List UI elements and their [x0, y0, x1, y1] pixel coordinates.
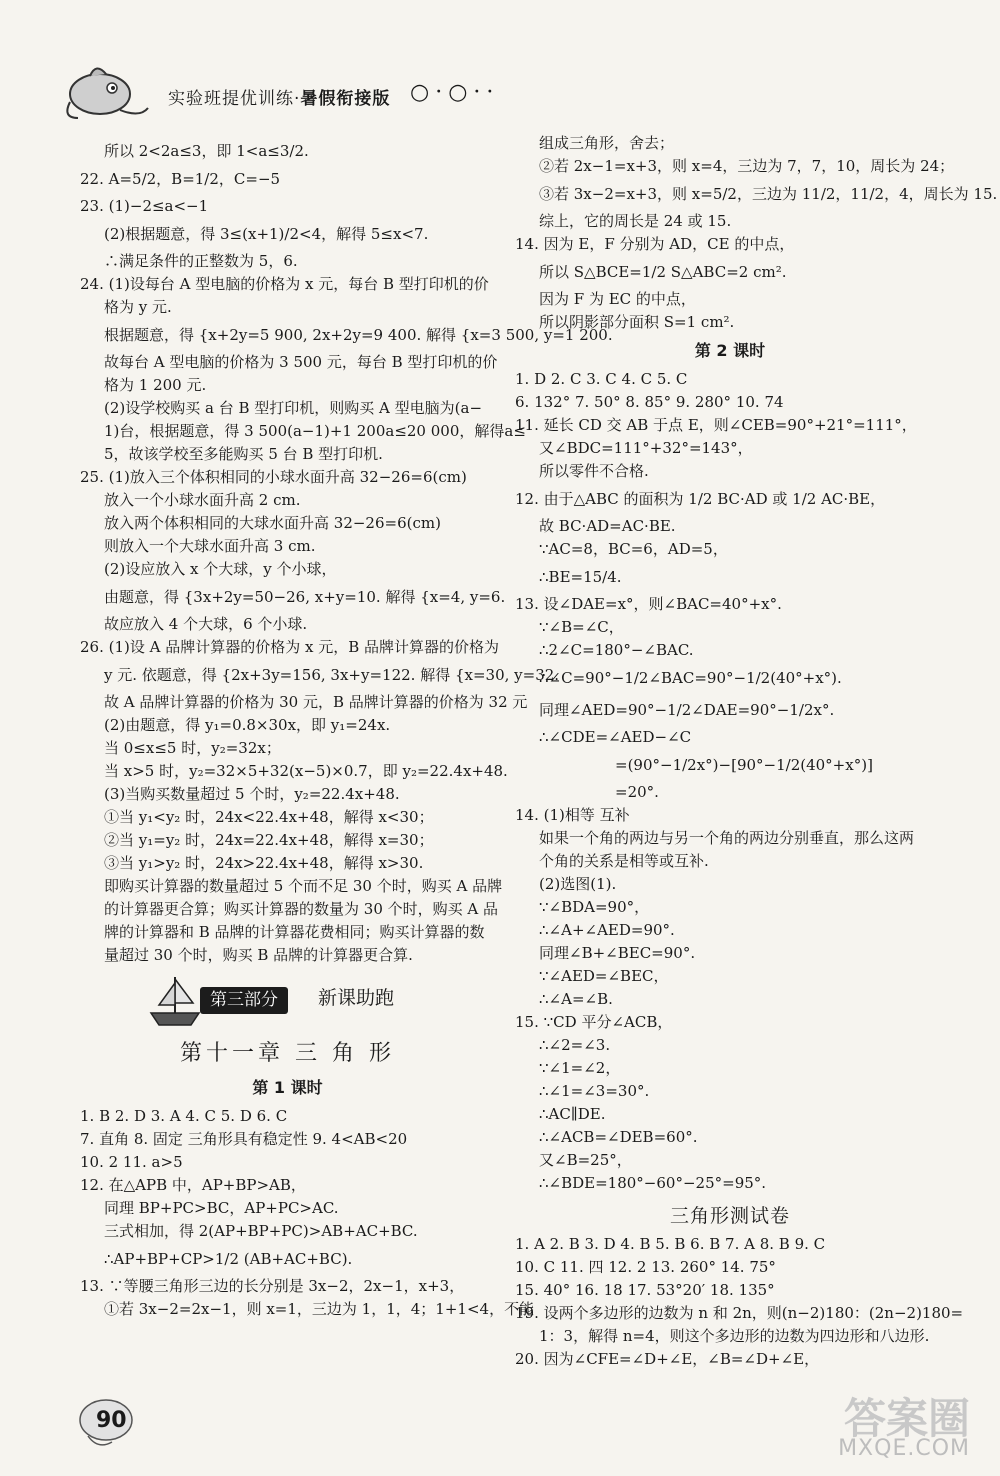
text-line: 所以 2<2a≤3，即 1<a≤3/2. — [104, 142, 309, 160]
text-line: 又∠BDC=111°+32°=143°， — [539, 439, 753, 457]
lesson-2-title: 第 2 课时 — [694, 341, 766, 360]
text-line: 7. 直角 8. 固定 三角形具有稳定性 9. 4<AB<20 — [80, 1130, 408, 1148]
text-line: ②当 y₁=y₂ 时，24x=22.4x+48，解得 x=30； — [104, 831, 434, 849]
text-line: ∵∠B=∠C， — [539, 618, 624, 636]
text-line: 组成三角形，舍去； — [539, 134, 675, 152]
text-line: ∴∠ACB=∠DEB=60°. — [539, 1128, 698, 1146]
text-line: ∴∠1=∠3=30°. — [539, 1082, 650, 1100]
text-line: 24. (1)设每台 A 型电脑的价格为 x 元，每台 B 型打印机的价 — [80, 275, 489, 293]
text-line: 当 0≤x≤5 时，y₂=32x； — [104, 739, 281, 757]
text-line: ∴满足条件的正整数为 5，6. — [104, 252, 298, 270]
text-line: 当 x>5 时，y₂=32×5+32(x−5)×0.7，即 y₂=22.4x+48. — [104, 762, 508, 780]
text-line: ∴BE=15/4. — [539, 568, 622, 586]
dolphin-mascot-icon — [60, 58, 150, 126]
text-line: 三式相加，得 2(AP+BP+PC)>AB+AC+BC. — [104, 1222, 418, 1240]
page-number — [72, 1392, 142, 1452]
text-line: ∵∠AED=∠BEC， — [539, 967, 669, 985]
text-line: 则放入一个大球水面升高 3 cm. — [104, 537, 316, 555]
text-line: (2)选图(1). — [539, 875, 617, 893]
header-dots: ○·○·· — [410, 80, 500, 105]
lesson-1-title: 第 1 课时 — [252, 1078, 323, 1097]
text-line: ∵∠1=∠2， — [539, 1059, 621, 1077]
text-line: 故每台 A 型电脑的价格为 3 500 元，每台 B 型打印机的价 — [104, 353, 498, 371]
text-line: ∴AP+BP+CP>1/2 (AB+AC+BC). — [104, 1250, 353, 1268]
text-line: 综上，它的周长是 24 或 15. — [539, 212, 732, 230]
page-number-text: 90 — [96, 1408, 127, 1433]
text-line: 同理∠B+∠BEC=90°. — [539, 944, 696, 962]
text-line: 格为 y 元. — [104, 298, 172, 316]
text-line: 25. (1)放入三个体积相同的小球水面升高 32−26=6(cm) — [80, 468, 467, 486]
text-line: 即购买计算器的数量超过 5 个而不足 30 个时，购买 A 品牌 — [104, 877, 503, 895]
text-line: 1. B 2. D 3. A 4. C 5. D 6. C — [80, 1107, 288, 1125]
text-line: 故 BC·AD=AC·BE. — [539, 517, 676, 535]
text-line: 5，故该学校至多能购买 5 台 B 型打印机. — [104, 445, 383, 463]
text-line: (2)设应放入 x 个大球，y 个小球， — [104, 560, 337, 578]
text-line: ②若 2x−1=x+3，则 x=4，三边为 7，7，10，周长为 24； — [539, 157, 955, 175]
text-line: 因为 F 为 EC 的中点， — [539, 290, 696, 308]
part-subtitle: 新课助跑 — [318, 987, 395, 1009]
text-line: 26. (1)设 A 品牌计算器的价格为 x 元，B 品牌计算器的价格为 — [80, 638, 500, 656]
header-title: 实验班提优训练·暑假衔接版 — [168, 89, 391, 109]
text-line: 10. C 11. 四 12. 2 13. 260° 14. 75° — [515, 1258, 776, 1276]
text-line: 根据题意，得 {x+2y=5 900, 2x+2y=9 400. 解得 {x=3 500, y=1 200. — [104, 326, 613, 344]
text-line: 又∠B=25°， — [539, 1151, 632, 1169]
text-line: 13. ∵等腰三角形三边的长分别是 3x−2，2x−1，x+3， — [80, 1277, 465, 1295]
text-line: 所以零件不合格. — [539, 462, 649, 480]
text-line: y 元. 依题意，得 {2x+3y=156, 3x+y=122. 解得 {x=30, y=32. — [104, 666, 560, 684]
text-line: 15. 40° 16. 18 17. 53°20′ 18. 135° — [515, 1281, 775, 1299]
text-line: 同理 BP+PC>BC，AP+PC>AC. — [104, 1199, 339, 1217]
text-line: 故 A 品牌计算器的价格为 30 元，B 品牌计算器的价格为 32 元 — [104, 693, 528, 711]
text-line: (3)当购买数量超过 5 个时，y₂=22.4x+48. — [104, 785, 400, 803]
chapter-title: 第十一章 三 角 形 — [180, 1041, 395, 1066]
text-line: 量超过 30 个时，购买 B 品牌的计算器更合算. — [104, 946, 413, 964]
text-line: 个角的关系是相等或互补. — [539, 852, 709, 870]
text-line: ∴∠A=∠B. — [539, 990, 613, 1008]
text-line: 1：3，解得 n=4，则这个多边形的边数为四边形和八边形. — [539, 1327, 930, 1345]
text-line: 牌的计算器和 B 品牌的计算器花费相同；购买计算器的数 — [104, 923, 485, 941]
text-line: 13. 设∠DAE=x°，则∠BAC=40°+x°. — [515, 595, 782, 613]
text-line: ∴∠2=∠3. — [539, 1036, 611, 1054]
part-banner — [80, 973, 495, 1031]
text-line: 由题意，得 {3x+2y=50−26, x+y=10. 解得 {x=4, y=6. — [104, 588, 506, 606]
watermark — [720, 1386, 980, 1466]
text-line: 所以 S△BCE=1/2 S△ABC=2 cm². — [539, 263, 787, 281]
text-line: ∵∠BDA=90°， — [539, 898, 650, 916]
text-line: 11. 延长 CD 交 AB 于点 E，则∠CEB=90°+21°=111°， — [515, 416, 917, 434]
watermark-url: MXQE.COM — [838, 1436, 970, 1461]
text-line: 10. 2 11. a>5 — [80, 1153, 183, 1171]
text-line: 6. 132° 7. 50° 8. 85° 9. 280° 10. 74 — [515, 393, 784, 411]
text-line: 12. 在△APB 中，AP+BP>AB， — [80, 1176, 306, 1194]
text-line: 23. (1)−2≤a<−1 — [80, 197, 209, 215]
text-line: ①当 y₁<y₂ 时，24x<22.4x+48，解得 x<30； — [104, 808, 434, 826]
text-line: 同理∠AED=90°−1/2∠DAE=90°−1/2x°. — [539, 701, 835, 719]
text-line: ③若 3x−2=x+3，则 x=5/2，三边为 11/2，11/2，4，周长为 15. — [539, 185, 998, 203]
text-line: 19. 设两个多边形的边数为 n 和 2n，则(n−2)180：(2n−2)180= — [515, 1304, 964, 1322]
text-line: ∴AC∥DE. — [539, 1105, 606, 1123]
text-line: ①若 3x−2=2x−1，则 x=1，三边为 1，1，4；1+1<4，不能 — [104, 1300, 535, 1318]
text-line: 1. A 2. B 3. D 4. B 5. B 6. B 7. A 8. B 9. C — [515, 1235, 826, 1253]
text-line: ∴∠BDE=180°−60°−25°=95°. — [539, 1174, 767, 1192]
text-line: 放入一个小球水面升高 2 cm. — [104, 491, 301, 509]
text-line: ∵AC=8，BC=6，AD=5， — [539, 540, 728, 558]
text-line: (2)由题意，得 y₁=0.8×30x，即 y₁=24x. — [104, 716, 391, 734]
page-header — [60, 58, 540, 128]
text-line: 1)台，根据题意，得 3 500(a−1)+1 200a≤20 000，解得a≤ — [104, 422, 526, 440]
text-line: 22. A=5/2，B=1/2，C=−5 — [80, 170, 281, 188]
text-line: 14. (1)相等 互补 — [515, 806, 630, 824]
text-line: ③当 y₁>y₂ 时，24x>22.4x+48，解得 x>30. — [104, 854, 424, 872]
text-line: 如果一个角的两边与另一个角的两边分别垂直，那么这两 — [539, 829, 915, 847]
text-line: (2)根据题意，得 3≤(x+1)/2<4，解得 5≤x<7. — [104, 225, 429, 243]
text-line: 15. ∵CD 平分∠ACB， — [515, 1013, 673, 1031]
text-line: ∴∠C=90°−1/2∠BAC=90°−1/2(40°+x°). — [539, 669, 842, 687]
text-line: =(90°−1/2x°)−[90°−1/2(40°+x°)] — [615, 756, 873, 774]
text-line: 放入两个体积相同的大球水面升高 32−26=6(cm) — [104, 514, 441, 532]
text-line: 格为 1 200 元. — [104, 376, 207, 394]
part-label: 第三部分 — [200, 987, 288, 1014]
watermark-logo: 答案圈 — [843, 1394, 970, 1443]
text-line: 14. 因为 E，F 分别为 AD，CE 的中点， — [515, 235, 795, 253]
text-line: 故应放入 4 个大球，6 个小球. — [104, 615, 308, 633]
text-line: ∴∠CDE=∠AED−∠C — [539, 728, 692, 746]
test-title: 三角形测试卷 — [669, 1205, 790, 1227]
sailing-ship-icon — [145, 973, 205, 1029]
text-line: 20. 因为∠CFE=∠D+∠E，∠B=∠D+∠E， — [515, 1350, 820, 1368]
text-line: ∴2∠C=180°−∠BAC. — [539, 641, 694, 659]
text-line: =20°. — [615, 783, 659, 801]
text-line: 12. 由于△ABC 的面积为 1/2 BC·AD 或 1/2 AC·BE， — [515, 490, 886, 508]
text-line: (2)设学校购买 a 台 B 型打印机，则购买 A 型电脑为(a− — [104, 399, 483, 417]
text-line: 1. D 2. C 3. C 4. C 5. C — [515, 370, 688, 388]
text-line: ∴∠A+∠AED=90°. — [539, 921, 675, 939]
text-line: 的计算器更合算；购买计算器的数量为 30 个时，购买 A 品 — [104, 900, 498, 918]
right-column — [515, 132, 998, 1371]
text-line: 所以阴影部分面积 S=1 cm². — [539, 313, 735, 331]
